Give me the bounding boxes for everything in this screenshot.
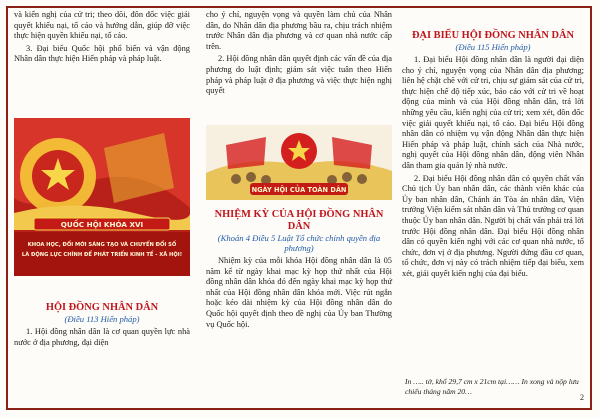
dai-bieu-heading: ĐẠI BIỂU HỘI ĐỒNG NHÂN DÂN (412, 30, 574, 41)
poster-line-2: LÀ ĐỘNG LỰC CHÍNH ĐỂ PHÁT TRIỂN KINH TẾ - XÃ HỘI! (21, 252, 183, 258)
election-day-poster (206, 125, 392, 200)
page-number: 2 (580, 393, 584, 402)
dai-bieu-item-2: 2. Đại biểu Hội đồng nhân dân có quyền chất vấn Chủ tịch Ủy ban nhân dân, các thành viên khác của Ủy ban nhân dân, Chánh án Tòa án nhân dân, Viện trưởng Viện kiểm sát nhân dân và Thủ trưởng cơ quan thuộc Ủy ban nhân dân. Người bị chất vấn phải trả lời trước Hội đồng nhân dân. Đại biểu Hội đồng nhân dân có quyền kiến nghị với các cơ quan nhà nước, tổ chức, đơn vị ở địa phương. Người đứng đầu cơ quan, tổ chức, đơn vị này có trách nhiệm tiếp đại biểu, xem xét, giải quyết kiến nghị của đại biểu. (402, 173, 584, 278)
poster-line-1: KHOA HỌC, ĐỔI MỚI SÁNG TẠO VÀ CHUYỂN ĐỔI SỐ (27, 242, 177, 248)
col1-item-3: 3. Đại biểu Quốc hội phổ biến và vận động Nhân dân thực hiện Hiến pháp và pháp luật. (14, 43, 190, 64)
col1-item-1: 1. Hội đồng nhân dân là cơ quan quyền lực nhà nước ở địa phương, đại diện (14, 327, 190, 347)
col2-text-a: cho ý chí, nguyện vọng và quyền làm chủ của Nhân dân, do Nhân dân địa phương bầu ra, chịu trách nhiệm trước Nhân dân địa phương và cơ quan nhà nước cấp trên. (206, 10, 392, 51)
dai-bieu-subheading: (Điều 115 Hiến pháp) (455, 42, 531, 52)
column-1-bottom (14, 302, 190, 350)
poster2-banner: NGÀY HỘI CỦA TOÀN DÂN (251, 186, 347, 194)
nhiem-ky-heading: NHIỆM KỲ CỦA HỘI ĐỒNG NHÂN DÂN (214, 209, 384, 232)
column-2 (206, 10, 392, 99)
hdnd-heading: HỘI ĐỒNG NHÂN DÂN (45, 302, 159, 313)
column-2-bottom (206, 209, 392, 332)
nhiem-ky-subheading: (Khoản 4 Điều 5 Luật Tổ chức chính quyền địa phương) (217, 233, 381, 253)
print-note: In ….. tờ, khổ 29,7 cm x 21cm tại…… In xong và nộp lưu chiểu tháng năm 20… (405, 377, 579, 396)
national-assembly-poster (14, 118, 190, 276)
hdnd-subheading: (Điều 113 Hiến pháp) (64, 314, 140, 324)
nhiem-ky-body: Nhiệm kỳ của mỗi khóa Hội đồng nhân dân là 05 năm kể từ ngày khai mạc kỳ họp thứ nhất của Hội đồng nhân dân khóa đó đến ngày khai mạc kỳ họp thứ nhất của Hội đồng nhân dân khóa mới. Việc rút ngắn hoặc kéo dài nhiệm kỳ của Hội đồng nhân dân do Quốc hội quyết định theo đề nghị của Ủy ban Thường vụ Quốc hội. (206, 256, 392, 329)
column-1 (14, 10, 190, 67)
dai-bieu-item-1: 1. Đại biểu Hội đồng nhân dân là người đại diện cho ý chí, nguyện vọng của Nhân dân địa phương; liên hệ chặt chẽ với cử tri, chịu sự giám sát của cử tri, thực hiện chế độ tiếp xúc, báo cáo với cử tri về hoạt động của mình và của Hội đồng nhân dân, trả lời những yêu cầu, kiến nghị của cử tri; xem xét, đôn đốc việc giải quyết khiếu nại, tố cáo. Đại biểu Hội đồng nhân dân có nhiệm vụ vận động Nhân dân thực hiện Hiến pháp và pháp luật, chính sách của Nhà nước, nghị quyết của Hội đồng nhân dân, động viên Nhân dân tham gia quản lý nhà nước. (402, 55, 584, 170)
poster-banner: QUỐC HỘI KHÓA XVI (60, 220, 144, 229)
column-3 (402, 30, 584, 281)
col2-item-2: 2. Hội đồng nhân dân quyết định các vấn đề của địa phương do luật định; giám sát việc tuân theo Hiến pháp và pháp luật ở địa phương và việc thực hiện nghị quyết (206, 54, 392, 96)
col1-top-text: và kiến nghị của cử tri; theo dõi, đôn đốc việc giải quyết khiếu nại, tố cáo và hướng dẫn, giúp đỡ việc thực hiện quyền khiếu nại, tố cáo. (14, 10, 190, 41)
